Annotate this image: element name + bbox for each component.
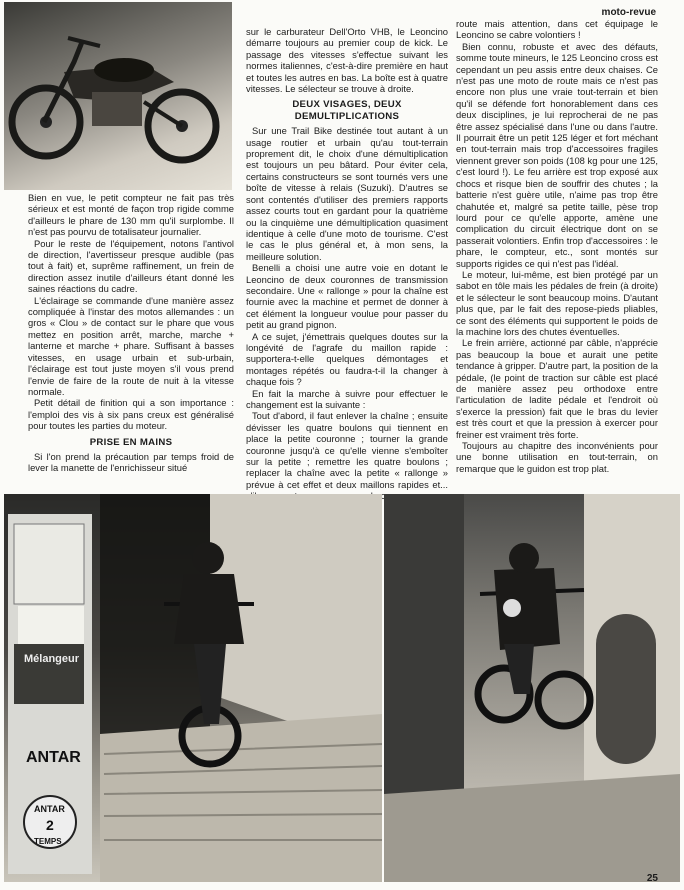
paragraph: Toujours au chapitre des inconvénients pour une bonne utilisation en tout-terrain, on remarque que le guidon est trop plat. <box>456 440 658 474</box>
brand-sign-text: ANTAR <box>26 749 81 766</box>
jump-photo <box>384 494 680 882</box>
stairs-photo <box>4 494 382 882</box>
paragraph: Pour le reste de l'équipement, notons l'antivol de direction, l'avertisseur presque audible (pas tout à fait) et, suprême raffinement, un frein de direction assez inutile d'ailleurs étant donné les saines réactions du cadre. <box>28 237 234 295</box>
badge-line-3: TEMPS <box>34 837 62 846</box>
badge-line-2: 2 <box>46 817 54 833</box>
paragraph: sur le carburateur Dell'Orto VHB, le Leoncino démarre toujours au premier coup de kick. Le passage des vitesses s'effectue suivant les normes italiennes, c'est-à-dire première en haut et toutes les autres en bas. La boîte est à quatre vitesses. Le sélecteur se trouve à droite. <box>246 26 448 95</box>
paragraph: En fait la marche à suivre pour effectuer le changement est la suivante : <box>246 387 448 410</box>
paragraph: Le frein arrière, actionné par câble, n'apprécie pas beaucoup la boue et aurait une petite tendance à gripper. D'autre part, la position de la pédale, (le point de traction sur câble est placé de manière assez peu orthodoxe entre l'articulation de ladite pédale et l'endroit où s'exerce la pression) fait que le bras du levier est très court et que la pression à exercer pour freiner est vraiment très forte. <box>456 337 658 440</box>
paragraph: L'éclairage se commande d'une manière assez compliquée à l'instar des motos allemandes : un gros « Clou » de contact sur le phare que vous mettez en position arrêt, marche, marche + lanterne et marche + phare. Suffisant à basses vitesses, en usage urbain et sub-urbain, l'éclairage est tout juste moyen s'il vous prend l'envie de faire de la route de nuit à la vitesse normale. <box>28 294 234 397</box>
paragraph: Si l'on prend la précaution par temps froid de lever la manette de l'enrichisseur situé <box>28 450 234 474</box>
paragraph: Tout d'abord, il faut enlever la chaîne ; ensuite dévisser les quatre boulons qui tiennent en place la petite couronne ; tourner la grande couronne jusqu'à ce qu'elle vienne s'emboîter sur la petite ; remettre les quatre boulons ; replacer la chaîne avec la petite « rallonge » prévue à cet effet et deux maillons rapides et... <box>246 410 448 490</box>
paragraph: Bien en vue, le petit compteur ne fait pas très sérieux et est monté de façon trop rigide comme d'ailleurs le phare de 130 mm qu'il surplombe. Il n'est pas pourvu de totalisateur journalier. <box>28 192 234 238</box>
shop-sign-text: Mélangeur <box>24 653 80 665</box>
page-number: 25 <box>646 873 658 884</box>
paragraph: Benelli a choisi une autre voie en dotant le Leoncino de deux couronnes de transmission secondaire. Une « rallonge » pour la chaîne est fournie avec la machine et permet de donner à cet élément la longueur voulue pour passer du petit au grand pignon. <box>246 262 448 331</box>
column-3 <box>456 18 658 474</box>
column-2 <box>246 26 448 502</box>
paragraph: route mais attention, dans cet équipage le Leoncino se cabre volontiers ! <box>456 18 658 41</box>
paragraph: Petit détail de finition qui a son importance : l'emploi des vis à six pans creux est généralisé pour toutes les parties du moteur. <box>28 397 234 432</box>
paragraph: A ce sujet, j'émettrais quelques doutes sur la longévité de l'agrafe du maillon rapide : supportera-t-elle quelques démontages et montages répétés ou faudra-t-il la changer à chaque fois ? <box>246 330 448 388</box>
section-header: moto-revue <box>601 7 656 18</box>
badge-line-1: ANTAR <box>34 804 65 814</box>
section-heading: DEUX VISAGES, DEUX DEMULTIPLICATIONS <box>292 99 402 122</box>
paragraph: Le moteur, lui-même, est bien protégé par un sabot en tôle mais les pédales de frein (à droite) et le sélecteur le sont beaucoup moins. D'autant plus que, par le fait des repose-pieds pliables, ce sont des éléments qui supportent le poids de la machine lors des chutes éventuelles. <box>456 268 658 337</box>
column-1 <box>28 192 234 474</box>
paragraph: Bien connu, robuste et avec des défauts, somme toute mineurs, le 125 Leoncino cross est cependant un peu assis entre deux chaises. Ce n'est pas une moto de route mais ce n'est pas encore non plus une vraie tout-terrain et bien qu'il se défende fort honorablement dans ces deux disciplines, je lui reprocherai de ne pas être assez spécialisé dans l'une ou dans l'autre. Il pourrait être un petit 125 léger et fort méchant en tout-terrain mais trop d'accessoires fragiles viennent grever son poids (108 kg pour une 125, c'est lourd !). Le feu arrière est trop exposé aux chocs et risque bien de souffrir des chutes ; la batterie n'est guère utile, n'aime pas trop être chahutée et, malgré sa petite taille, pèse trop lourd pour ce qu'elle apporte, amène une complication du circuit électrique dont on se passerait volontiers. Enfin trop d'accessoires : le phare, le compteur, etc., sont montés sur supports rigides ce qui n'est pas l'idéal. <box>456 40 658 269</box>
motorcycle-photo <box>4 2 232 190</box>
section-heading: PRISE EN MAINS <box>89 436 173 448</box>
paragraph: Sur une Trail Bike destinée tout autant à un usage routier et urbain qu'au tout-terrain proprement dit, le choix d'une démultiplication est toujours un peu bâtard. Pour éviter cela, certains constructeurs se sont tournés vers une boîte de vitesse à relais (Suzuki). D'autres se sont contentés d'utiliser des premiers rapports assez courts tout en gardant pour la quatrième ou la cinquième une démultiplication quasiment identique à celle d'une moto de tourisme. C'est le cas le plus général et, à mon sens, la meilleure solution. <box>246 125 448 262</box>
